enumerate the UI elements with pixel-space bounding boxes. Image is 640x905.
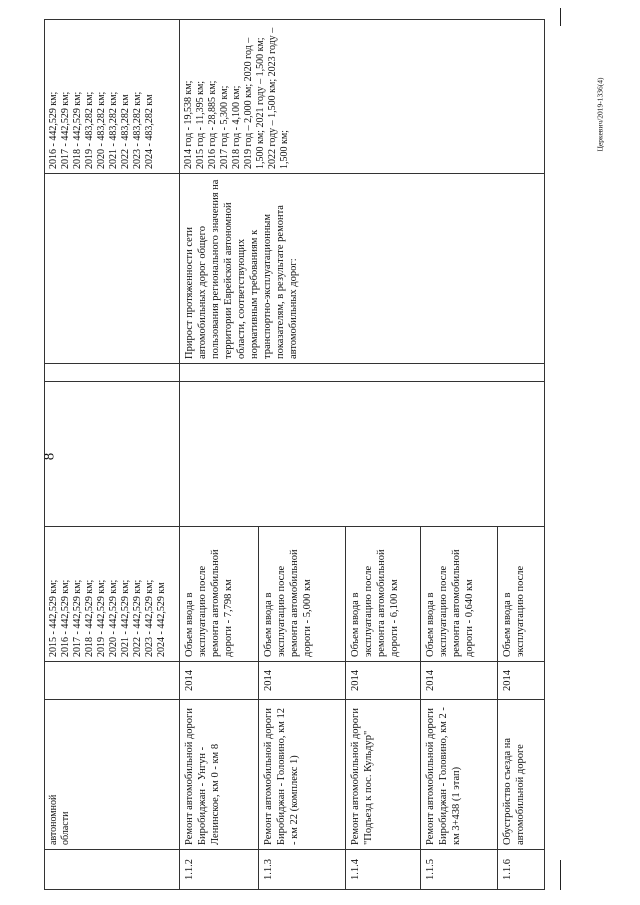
row-year: 2014	[180, 662, 259, 700]
row-name: Ремонт автомобильной дороги Биробиджан - Головино, км 12 - км 22 (комплекс 1)	[259, 700, 346, 850]
row-result: Объем ввода в эксплуатацию после ремонта автомобильной дороги - 7,798 км	[180, 527, 259, 662]
table-row-top	[45, 20, 180, 890]
values-2016-cell: 2016 - 442,529 км; 2017 - 442,529 км; 2018 - 442,529 км; 2019 - 483,282 км; 2020 - 483,282 км; 2021 - 483,282 км; 2022 - 483,282 км 2023 - 483,282 км; 2024 - 483,282 км	[45, 20, 180, 174]
row-name: Ремонт автомобильной дороги "Подъезд к пос. Кульдур"	[346, 700, 421, 850]
table-row	[180, 20, 259, 890]
row-year: 2014	[259, 662, 346, 700]
row-result: Объем ввода в эксплуатацию после ремонта автомобильной дороги - 6,100 км	[346, 527, 421, 662]
row-result: Объем ввода в эксплуатацию после ремонта автомобильной дороги - 5,000 км	[259, 527, 346, 662]
row-name: Обустройство съезда на автомобильной дороге	[498, 700, 545, 850]
row-result: Объем ввода в эксплуатацию после ремонта автомобильной дороги - 0,640 км	[421, 527, 498, 662]
row-name: Ремонт автомобильной дороги Биробиджан - Головино, км 2 - км 3+438 (1 этап)	[421, 700, 498, 850]
top-empty-cell	[45, 382, 180, 527]
row-number: 1.1.3	[259, 850, 346, 890]
row-year: 2014	[421, 662, 498, 700]
footer	[585, 0, 615, 905]
indicator-title: Прирост протяженности сети автомобильных дорог общего пользования регионального значения на территории Еврейской автономной области, соответствующих нормативным требованиям к транспортно-эксплуатационным показателям, в результате ремонта автомобильных дорог:	[184, 179, 299, 359]
footer-code: Церкевич/2019-1336(4)	[595, 77, 605, 152]
top-empty-cell-2	[45, 174, 180, 364]
row-number: 1.1.2	[180, 850, 259, 890]
page-number: 8	[41, 452, 58, 461]
row-empty-span	[180, 382, 545, 527]
row-number: 1.1.5	[421, 850, 498, 890]
indicator-cell	[180, 174, 545, 364]
top-name-cell: автономной области	[45, 700, 180, 850]
top-narrow-cell	[45, 364, 180, 382]
row-result: Объем ввода в эксплуатацию после	[498, 527, 545, 662]
top-num-cell	[45, 850, 180, 890]
top-year-cell	[45, 662, 180, 700]
row-number: 1.1.6	[498, 850, 545, 890]
row-narrow-span	[180, 364, 545, 382]
row-number: 1.1.4	[346, 850, 421, 890]
row-year: 2014	[346, 662, 421, 700]
row-name: Ремонт автомобильной дороги Биробиджан - Унгун - Ленинское, км 0 - км 8	[180, 700, 259, 850]
values-2015-cell: 2015 - 442,529 км; 2016 - 442,529 км; 2017 - 442,529 км; 2018 - 442,529 км; 2019 - 442,529 км; 2020 - 442,529 км; 2021 - 442,529 км; 2022 - 442,529 км; 2023 - 442,529 км; 2024 - 442,529 км	[45, 527, 180, 662]
row-year: 2014	[498, 662, 545, 700]
indicator-values: 2014 год - 19,538 км; 2015 год - 11,395 км; 2016 год - 28,885 км; 2017 год - 5,300 км; 2018 год - 4,100 км; 2019 год – 2,000 км; 2020 год – 1,500 км; 2021 году – 1,500 км; 2022 году – 1,500 км; 2023 году – 1,500 км;	[180, 20, 545, 174]
program-table	[44, 19, 545, 890]
rotated-table-container	[44, 20, 584, 890]
